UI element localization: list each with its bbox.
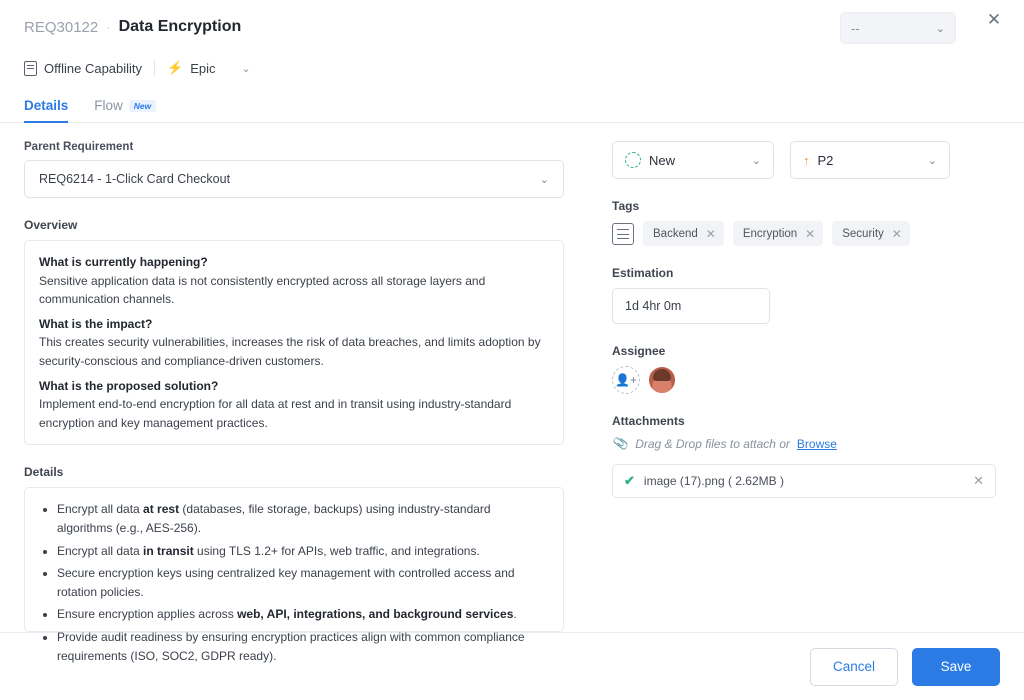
chevron-down-icon[interactable]: ⌄ xyxy=(241,62,251,75)
meta-divider xyxy=(154,60,155,76)
overview-question-3: What is the proposed solution? xyxy=(39,378,219,393)
overview-answer-2: This creates security vulnerabilities, increases the risk of data breaches, and limits adoption by security-conscious and compliance-driven customers. xyxy=(39,335,541,368)
tab-details[interactable] xyxy=(24,98,68,122)
overview-answer-1: Sensitive application data is not consistently encrypted across all storage layers and communication channels. xyxy=(39,273,486,307)
type-chip[interactable] xyxy=(167,60,215,76)
parent-requirement-select[interactable] xyxy=(24,160,564,198)
parent-requirement-label: Parent Requirement xyxy=(24,141,134,153)
tag-chip[interactable] xyxy=(733,221,823,246)
details-panel xyxy=(24,487,564,663)
tab-details-label: Details xyxy=(24,98,69,113)
save-button[interactable]: Save xyxy=(912,648,1000,686)
type-label: Epic xyxy=(190,60,216,76)
avatar[interactable] xyxy=(648,366,676,394)
tags-row xyxy=(612,221,996,246)
tag-icon xyxy=(612,223,634,245)
status-circle-icon xyxy=(625,152,641,168)
attachment-dropzone[interactable] xyxy=(609,433,996,454)
list-item: • Provide audit readiness by ensuring encryption practices align with common compliance requirements (ISO, SOC2, GDPR ready). xyxy=(57,628,549,665)
priority-select[interactable] xyxy=(790,141,950,179)
estimation-input[interactable] xyxy=(612,288,770,324)
overview-question-1: What is currently happening? xyxy=(39,255,208,269)
overview-label: Overview xyxy=(24,218,78,232)
parent-requirement-value: REQ6214 - 1-Click Card Checkout xyxy=(39,172,231,186)
list-item: • Encrypt all data at rest (databases, file storage, backups) using industry-standard algorithms (e.g., AES-256). xyxy=(57,500,549,537)
close-icon[interactable]: ✕ xyxy=(891,226,902,241)
attachments-label: Attachments xyxy=(612,414,685,428)
capability-chip[interactable] xyxy=(24,61,142,76)
title-separator: · xyxy=(106,19,111,35)
status-priority-row xyxy=(612,141,996,179)
tag-label: Security xyxy=(842,227,884,240)
tab-flow-label: Flow xyxy=(94,98,123,113)
tag-label: Encryption xyxy=(742,227,798,240)
bolt-icon: ⚡ xyxy=(167,60,184,75)
priority-arrow-icon: ↑ xyxy=(803,152,810,168)
modal-body xyxy=(0,123,1024,663)
modal-header xyxy=(0,0,1024,80)
capability-label: Offline Capability xyxy=(44,60,143,76)
overview-question-2: What is the impact? xyxy=(39,316,153,331)
chevron-down-icon: ⌄ xyxy=(539,173,549,186)
add-person-icon[interactable]: 👤+ xyxy=(612,366,640,394)
header-status-value: -- xyxy=(851,20,860,36)
overview-answer-3: Implement end-to-end encryption for all data at rest and in transit using industry-standard encryption and key management practices. xyxy=(39,397,512,430)
chevron-down-icon: ⌄ xyxy=(751,154,761,167)
check-icon: ✔ xyxy=(624,473,635,488)
close-icon[interactable]: ✕ xyxy=(973,473,984,488)
header-status-select[interactable] xyxy=(840,12,956,44)
list-item: • Encrypt all data in transit using TLS 1.2+ for APIs, web traffic, and integrations. xyxy=(57,542,549,561)
attachment-hint: Drag & Drop files to attach or xyxy=(635,437,790,451)
right-column xyxy=(588,123,1024,632)
tab-flow[interactable] xyxy=(94,98,156,122)
overview-panel xyxy=(24,240,564,445)
tag-chip[interactable] xyxy=(832,221,910,246)
list-item: • Ensure encryption applies across web, API, integrations, and background services. xyxy=(57,605,549,624)
tag-label: Backend xyxy=(653,227,698,240)
file-name: image (17).png ( 2.62MB ) xyxy=(643,474,784,488)
details-label: Details xyxy=(24,465,64,480)
assignee-row xyxy=(612,366,996,394)
details-list xyxy=(39,500,549,665)
page-title: Data Encryption xyxy=(118,18,242,35)
status-select[interactable] xyxy=(612,141,774,179)
tab-bar xyxy=(0,98,1024,123)
estimation-value: 1d 4hr 0m xyxy=(625,299,682,313)
assignee-label: Assignee xyxy=(612,344,666,358)
attachment-file-row xyxy=(612,464,996,498)
document-icon xyxy=(24,61,37,76)
close-icon[interactable]: ✕ xyxy=(705,226,716,241)
estimation-label: Estimation xyxy=(612,266,674,280)
status-value: New xyxy=(649,152,676,168)
file-left xyxy=(624,473,784,489)
tag-chip[interactable] xyxy=(643,221,724,246)
list-item: • Secure encryption keys using centralized key management with controlled access and rotation policies. xyxy=(57,564,549,601)
browse-link[interactable]: Browse xyxy=(796,437,837,451)
close-icon[interactable]: ✕ xyxy=(805,226,816,241)
priority-value: P2 xyxy=(817,152,834,168)
tab-flow-badge: New xyxy=(129,100,156,112)
meta-row xyxy=(24,56,1000,80)
chevron-down-icon: ⌄ xyxy=(935,22,945,35)
paperclip-icon: 📎 xyxy=(609,433,631,454)
close-icon[interactable]: ✕ xyxy=(986,10,1002,29)
requirement-id: REQ30122 xyxy=(24,18,99,36)
chevron-down-icon: ⌄ xyxy=(927,154,937,167)
tags-label: Tags xyxy=(612,199,640,213)
left-column xyxy=(0,123,588,663)
cancel-button[interactable]: Cancel xyxy=(810,648,898,686)
